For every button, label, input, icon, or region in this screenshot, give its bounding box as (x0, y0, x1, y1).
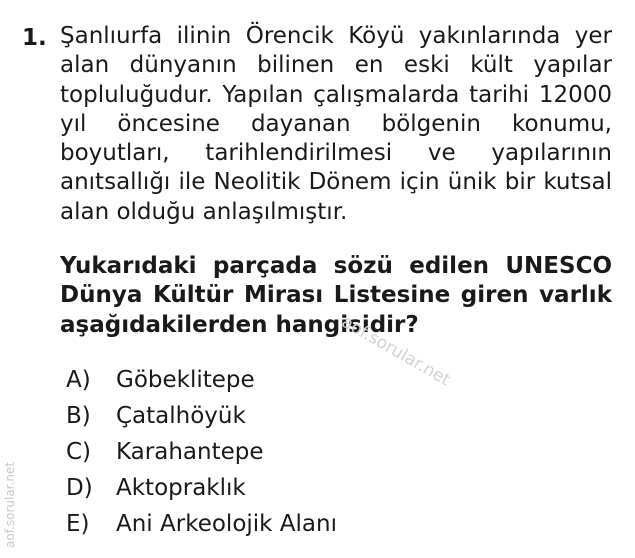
option-a[interactable] (66, 362, 337, 398)
option-text: Karahantepe (116, 439, 264, 465)
passage-line: alan olduğu anlaşılmıştır. (60, 198, 348, 225)
option-d[interactable] (66, 470, 337, 506)
option-c[interactable] (66, 434, 337, 470)
prompt-line: Yukarıdaki parçada sözü edilen UNESCO (60, 253, 612, 279)
question-number: 1. (22, 25, 47, 51)
prompt-line: aşağıdakilerden hangisidir? (60, 311, 419, 338)
option-letter: E) (66, 511, 90, 537)
question-passage (60, 22, 612, 227)
passage-line: yıl öncesine dayanan bölgenin konumu, (60, 110, 612, 137)
option-e[interactable] (66, 506, 337, 542)
passage-line: alan dünyanın bilinen en eski kült yapılar (60, 52, 612, 79)
option-letter: C) (66, 439, 92, 465)
passage-line: anıtsallığı ile Neolitik Dönem için ünik bir kutsal (60, 169, 612, 196)
option-text: Göbeklitepe (116, 367, 255, 393)
option-text: Çatalhöyük (116, 403, 246, 429)
passage-line: topluluğudur. Yapılan çalışmalarda tarihi 12000 (60, 81, 612, 108)
option-text: Ani Arkeolojik Alanı (116, 511, 337, 537)
prompt-line: Dünya Kültür Mirası Listesine giren varlık (60, 282, 612, 309)
option-letter: B) (66, 403, 91, 429)
option-letter: D) (66, 475, 93, 501)
passage-line: boyutları, tarihlendirilmesi ve yapılarının (60, 140, 612, 167)
option-b[interactable] (66, 398, 337, 434)
diagonal-watermark: aof.sorular.net (338, 312, 454, 391)
option-letter: A) (66, 367, 91, 393)
answer-options (66, 362, 337, 542)
option-text: Aktopraklık (116, 475, 246, 501)
question-prompt (60, 252, 612, 340)
side-watermark: aof.sorular.net (3, 461, 17, 548)
passage-line: Şanlıurfa ilinin Örencik Köyü yakınlarında yer (60, 23, 612, 49)
